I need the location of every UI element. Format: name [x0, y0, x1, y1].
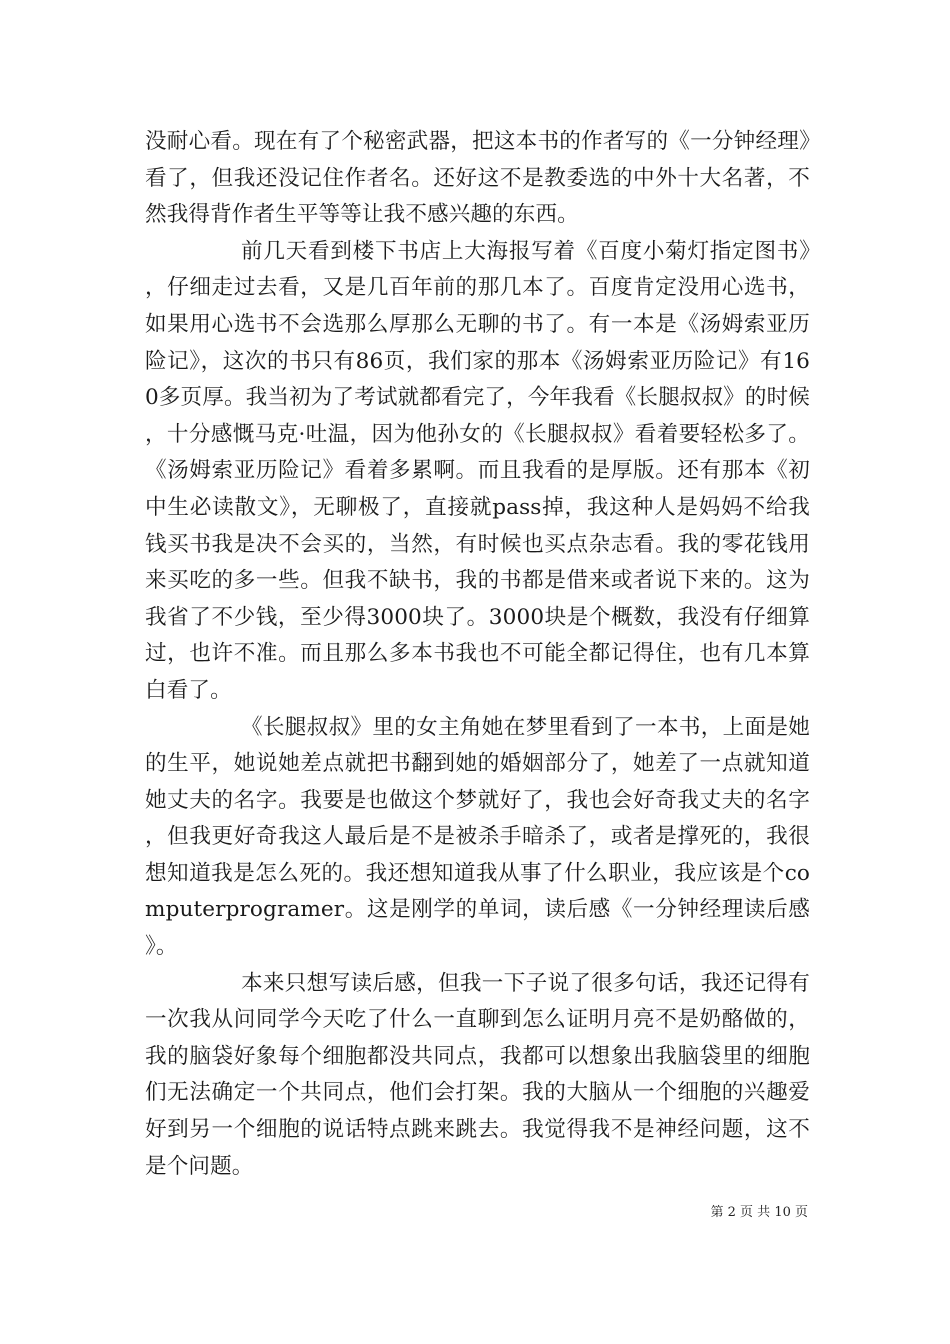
page-number-footer: 第 2 页 共 10 页	[710, 1205, 808, 1220]
paragraph-4: 本来只想写读后感，但我一下子说了很多句话，我还记得有一次我从问同学今天吃了什么一直聊到怎么证明月亮不是奶酪做的，我的脑袋好象每个细胞都没共同点，我都可以想象出我脑袋里的细胞们无法确定一个共同点，他们会打架。我的大脑从一个细胞的兴趣爱好到另一个细胞的说话特点跳来跳去。我觉得我不是神经问题，这不是个问题。	[145, 970, 810, 1179]
document-body	[145, 124, 810, 1185]
paragraph-2: 前几天看到楼下书店上大海报写着《百度小菊灯指定图书》，仔细走过去看，又是几百年前的那几本了。百度肯定没用心选书，如果用心选书不会选那么厚那么无聊的书了。有一本是《汤姆索亚历险记》，这次的书只有86页，我们家的那本《汤姆索亚历险记》有160多页厚。我当初为了考试就都看完了，今年我看《长腿叔叔》的时候，十分感慨马克·吐温，因为他孙女的《长腿叔叔》看着要轻松多了。《汤姆索亚历险记》看着多累啊。而且我看的是厚版。还有那本《初中生必读散文》，无聊极了，直接就pass掉，我这种人是妈妈不给我钱买书我是决不会买的，当然，有时候也买点杂志看。我的零花钱用来买吃的多一些。但我不缺书，我的书都是借来或者说下来的。这为我省了不少钱，至少得3000块了。3000块是个概数，我没有仔细算过，也许不准。而且那么多本书我也不可能全都记得住，也有几本算白看了。	[145, 238, 810, 703]
paragraph-1: 没耐心看。现在有了个秘密武器，把这本书的作者写的《一分钟经理》看了，但我还没记住作者名。还好这不是教委选的中外十大名著，不然我得背作者生平等等让我不感兴趣的东西。	[145, 129, 810, 228]
paragraph-3: 《长腿叔叔》里的女主角她在梦里看到了一本书，上面是她的生平，她说她差点就把书翻到她的婚姻部分了，她差了一点就知道她丈夫的名字。我要是也做这个梦就好了，我也会好奇我丈夫的名字，但我更好奇我这人最后是不是被杀手暗杀了，或者是撑死的，我很想知道我是怎么死的。我还想知道我从事了什么职业，我应该是个computerprogramer。这是刚学的单词，读后感《一分钟经理读后感》。	[145, 714, 810, 960]
